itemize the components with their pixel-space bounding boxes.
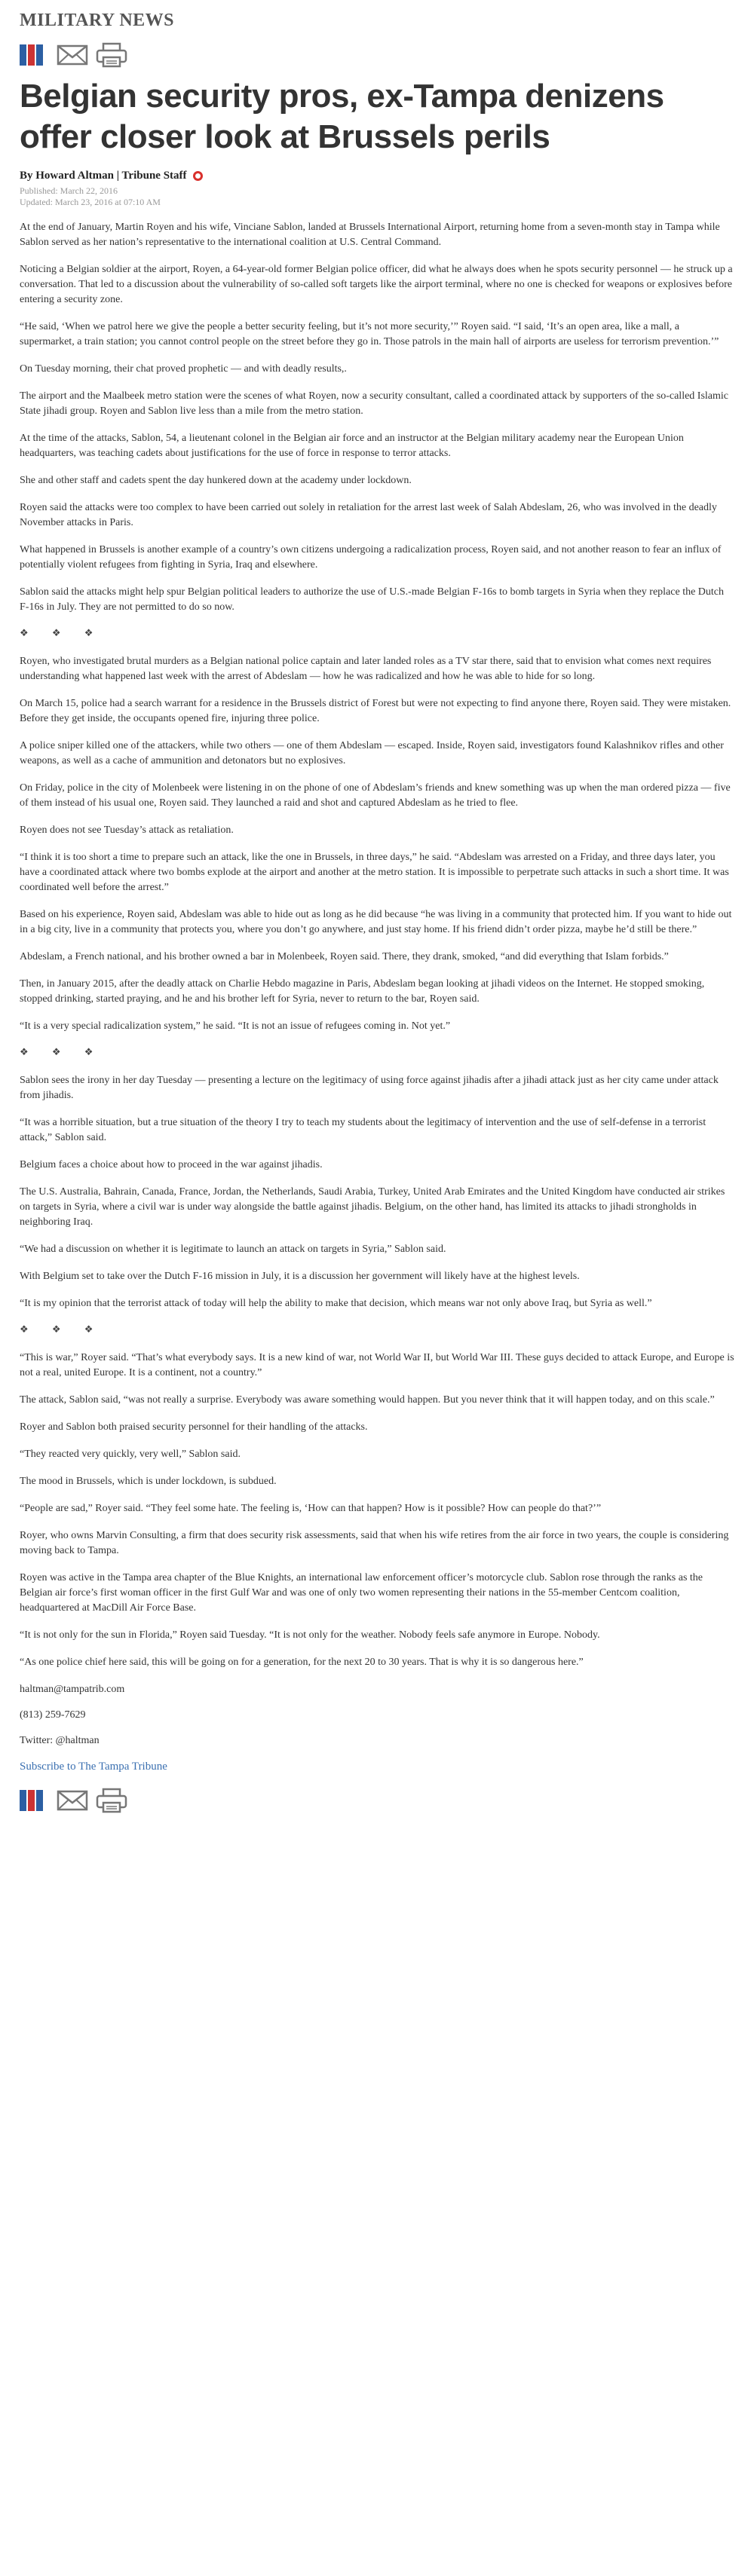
print-button[interactable] (95, 41, 128, 69)
paragraph-group-c (20, 1073, 734, 1311)
article-paragraph: “It was a horrible situation, but a true situation of the theory I try to teach my students about the legitimacy of intervention and the use of self-defense in a terrorist attack,” Sablon said. (20, 1117, 706, 1143)
article-paragraph: “I think it is too short a time to prepare such an attack, like the one in Brussels, in three days,” he said. “Abdeslam was arrested on a Friday, and three days later, you have a coordinated attack where two bombs explode at the airport and another at the metro station. It is impossible to perpetrate such attacks in such a short time. It was coordinated well before the arrest.” (20, 852, 729, 893)
section-separator: ❖ ❖ ❖ (20, 1046, 104, 1057)
article-paragraph: At the end of January, Martin Royen and his wife, Vinciane Sablon, landed at Brussels International Airport, returning home from a seven-month stay in Tampa while Sablon served as her nation’s representative to the international coalition at U.S. Central Command. (20, 222, 720, 248)
article-dates (20, 185, 734, 208)
article-paragraph: On Friday, police in the city of Molenbeek were listening in on the phone of one of Abdeslam’s friends and knew something was up when the man ordered pizza — five of them instead of his usual one, Royen said. They launched a raid and shot and captured Abdeslam as he tried to flee. (20, 782, 731, 809)
article-paragraph: Belgium faces a choice about how to proceed in the war against jihadis. (20, 1159, 323, 1170)
paragraph-group-a (20, 220, 734, 615)
article-paragraph: Noticing a Belgian soldier at the airport, Royen, a 64-year-old former Belgian police officer, did what he always does when he spots security personnel — he struck up a conversation. That led to a discussion about the vulnerability of so-called soft targets like the airport terminal, where no one is checked for weapons or explosives before entering a security zone. (20, 264, 733, 305)
updated-date: Updated: March 23, 2016 at 07:10 AM (20, 197, 161, 207)
article-paragraph: The airport and the Maalbeek metro station were the scenes of what Royen, now a security consultant, called a coordinated attack by supporters of the so-called Islamic State jihadi group. Royen and Sablon live less than a mile from the metro station. (20, 390, 729, 417)
article-paragraph: The U.S. Australia, Bahrain, Canada, France, Jordan, the Netherlands, Saudi Arabia, Turkey, United Arab Emirates and the United Kingdom have conducted air strikes on targets in Syria, where a civil war is under way alongside the battle against jihadis. Belgium, on the other hand, has limited its attacks to jihadi strongholds in neighboring Iraq. (20, 1186, 725, 1228)
share-button[interactable] (20, 1787, 50, 1814)
author-twitter[interactable]: Twitter: @haltman (20, 1735, 100, 1746)
email-icon (56, 1787, 89, 1814)
article-headline: Belgian security pros, ex-Tampa denizens offer closer look at Brussels perils (20, 78, 664, 155)
article-paragraph: Sablon sees the irony in her day Tuesday — presenting a lecture on the legitimacy of using force against jihadis after a jihadi attack just as her city came under attack from jihadis. (20, 1075, 719, 1101)
section-label: MILITARY NEWS (20, 11, 175, 30)
article-paragraph: “They reacted very quickly, very well,” Sablon said. (20, 1449, 241, 1460)
byline-text: By Howard Altman | Tribune Staff (20, 170, 187, 182)
article-paragraph: She and other staff and cadets spent the day hunkered down at the academy under lockdown. (20, 475, 412, 486)
share-button[interactable] (20, 41, 50, 69)
article-paragraph: Royer, who owns Marvin Consulting, a firm that does security risk assessments, said that when his wife retires from the air force in two years, the couple is considering moving back to Tampa. (20, 1530, 729, 1556)
article-paragraph: “It is a very special radicalization system,” he said. “It is not an issue of refugees coming in. Not yet.” (20, 1020, 451, 1032)
paragraph-group-b (20, 654, 734, 1034)
article-paragraph: Then, in January 2015, after the deadly attack on Charlie Hebdo magazine in Paris, Abdeslam began looking at jihadi videos on the Internet. He stopped smoking, stopped drinking, started praying, and he and his brother left for Syria, never to return to the bar, Royen said. (20, 978, 705, 1005)
article-paragraph: With Belgium set to take over the Dutch F-16 mission in July, it is a discussion her government will likely have at the highest levels. (20, 1271, 580, 1282)
author-email[interactable]: haltman@tampatrib.com (20, 1684, 125, 1695)
article-paragraph: Based on his experience, Royen said, Abdeslam was able to hide out as long as he did because “he was living in a community that protected him. If you want to hide out in a big city, live in a community that protects you, where you don’t go anywhere, and just stay home. If his friend didn’t order pizza, maybe he’d still be there.” (20, 909, 732, 935)
article-paragraph: Royer and Sablon both praised security personnel for their handling of the attacks. (20, 1421, 368, 1433)
print-button[interactable] (95, 1787, 128, 1814)
article-paragraph: Royen was active in the Tampa area chapter of the Blue Knights, an international law enforcement officer’s motorcycle club. Sablon rose through the ranks as the Belgian air force’s first woman officer in the first Gulf War and was one of only two women representing their nations in the 55-member Centcom coalition, headquartered at MacDill Air Force Base. (20, 1572, 703, 1614)
article-paragraph: Abdeslam, a French national, and his brother owned a bar in Molenbeek, Royen said. There, they drank, smoked, “and did everything that Islam forbids.” (20, 951, 669, 962)
article-body (20, 220, 734, 1670)
author-contact (20, 1682, 734, 1775)
article-paragraph: Sablon said the attacks might help spur Belgian political leaders to authorize the use of U.S.-made Belgian F-16s to bomb targets in Syria when they replace the Dutch F-16s in July. They are not permitted to do so now. (20, 586, 725, 613)
article-paragraph: “People are sad,” Royer said. “They feel some hate. The feeling is, ‘How can that happen? How is it possible? How can people do that?’” (20, 1503, 602, 1514)
share-toolbar-top (20, 40, 734, 70)
article-paragraph: What happened in Brussels is another example of a country’s own citizens undergoing a radicalization process, Royen said, and not another reason to fear an influx of potentially violent refugees from fighting in Syria, Iraq and elsewhere. (20, 544, 722, 571)
email-button[interactable] (56, 41, 89, 69)
article-paragraph: The attack, Sablon said, “was not really a surprise. Everybody was aware something would happen. But you never think that it will happen today, and on this scale.” (20, 1394, 715, 1406)
section-separator: ❖ ❖ ❖ (20, 1323, 104, 1335)
article-paragraph: A police sniper killed one of the attackers, while two others — one of them Abdeslam — escaped. Inside, Royen said, investigators found Kalashnikov rifles and other weapons, as well as a cache of ammunition and detonators but no explosives. (20, 740, 724, 766)
article-paragraph: “He said, ‘When we patrol here we give the people a better security feeling, but it’s not more security,’” Royen said. “I said, ‘It’s an open area, like a mall, a supermarket, a train station; you cannot control people on the street before they go in. Those patrols in the main hall of airports are useless for terrorism prevention.’” (20, 321, 719, 347)
article-paragraph: “This is war,” Royer said. “That’s what everybody says. It is a new kind of war, not World War II, but World War III. These guys decided to attack Europe, and Europe is not a real, united Europe. It is a continent, not a country.” (20, 1352, 734, 1378)
print-icon (95, 41, 128, 69)
share-toolbar-bottom (20, 1785, 734, 1816)
byline (20, 170, 734, 182)
author-profile-icon[interactable] (193, 171, 203, 181)
article-paragraph: The mood in Brussels, which is under lockdown, is subdued. (20, 1476, 277, 1487)
subscribe-link[interactable]: Subscribe to The Tampa Tribune (20, 1761, 167, 1773)
article-paragraph: Royen said the attacks were too complex to have been carried out solely in retaliation for the arrest last week of Salah Abdeslam, 26, who was involved in the deadly November attacks in Paris. (20, 502, 717, 528)
share-icon (20, 1787, 50, 1814)
article-paragraph: “It is my opinion that the terrorist attack of today will help the ability to make that decision, which means war not only above Iraq, but Syria as well.” (20, 1298, 652, 1309)
article-paragraph: “As one police chief here said, this will be going on for a generation, for the next 20 to 30 years. That is why it is so dangerous here.” (20, 1657, 584, 1668)
article-paragraph: Royen does not see Tuesday’s attack as retaliation. (20, 825, 234, 836)
email-icon (56, 41, 89, 69)
share-icon (20, 41, 50, 69)
article-paragraph: At the time of the attacks, Sablon, 54, a lieutenant colonel in the Belgian air force and an instructor at the Belgian military academy near the European Union headquarters, was teaching cadets about justifications for the use of force in response to terror attacks. (20, 433, 684, 459)
author-phone: (813) 259-7629 (20, 1709, 86, 1721)
article-paragraph: “It is not only for the sun in Florida,” Royen said Tuesday. “It is not only for the weather. Nobody feels safe anymore in Europe. Nobody. (20, 1629, 600, 1641)
article-paragraph: “We had a discussion on whether it is legitimate to launch an attack on targets in Syria,” Sablon said. (20, 1244, 446, 1255)
article-paragraph: Royen, who investigated brutal murders as a Belgian national police captain and later landed roles as a TV star there, said that to envision what comes next requires understanding what happened last week with the arrest of Abdeslam — how he was radicalized and how he was able to hide for so long. (20, 656, 712, 682)
article-paragraph: On Tuesday morning, their chat proved prophetic — and with deadly results,. (20, 363, 347, 375)
paragraph-group-d (20, 1351, 734, 1670)
print-icon (95, 1787, 128, 1814)
article-paragraph: On March 15, police had a search warrant for a residence in the Brussels district of Forest but were not expecting to find anyone there, Royen said. They were mistaken. Before they get inside, the occupants opened fire, injuring three police. (20, 698, 731, 724)
email-button[interactable] (56, 1787, 89, 1814)
published-date: Published: March 22, 2016 (20, 185, 118, 196)
section-separator: ❖ ❖ ❖ (20, 627, 104, 638)
